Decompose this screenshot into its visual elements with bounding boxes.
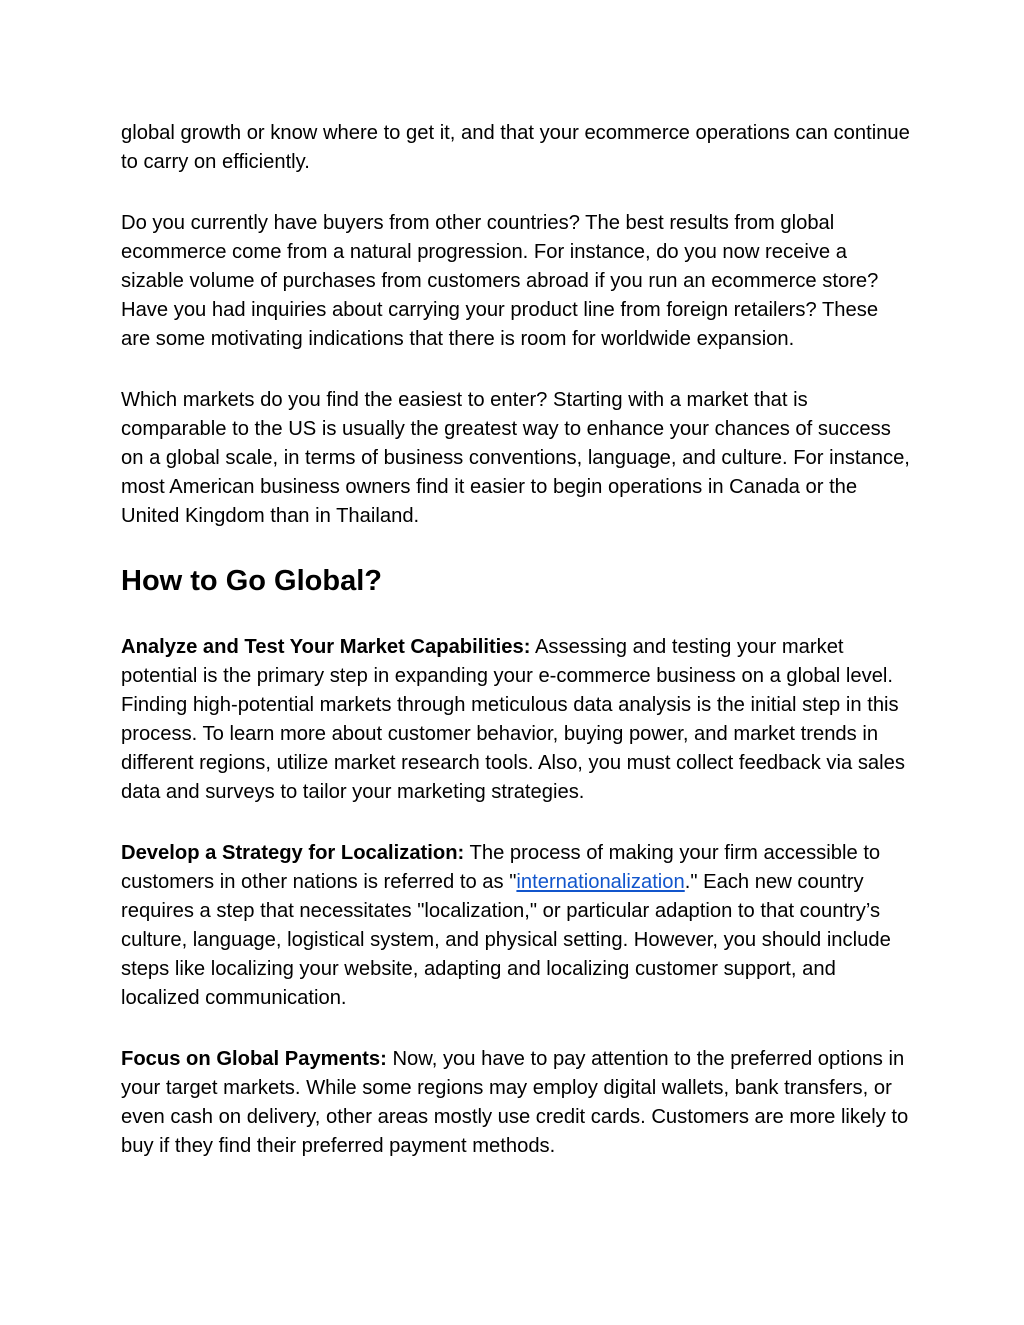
intro-paragraph-3: Which markets do you find the easiest to enter? Starting with a market that is comparable to the US is usually the greatest way to enhance your chances of success on a global scale, in terms of business conventions, language, and culture. For instance, most American business owners find it easier to begin operations in Canada or the United Kingdom than in Thailand. <box>121 389 910 527</box>
document-page <box>121 119 911 1161</box>
spacer <box>121 354 911 386</box>
item-body-after-link: ." Each new country requires a step that necessitates "localization," or particular adaption to that country’s culture, language, logistical system, and physical setting. However, you should include steps like localizing your website, adapting and localizing customer support, and localized communication. <box>121 871 891 1009</box>
spacer <box>121 177 911 209</box>
spacer <box>121 1013 911 1045</box>
spacer <box>121 531 911 563</box>
item-title: Develop a Strategy for Localization: <box>121 842 465 864</box>
item-localization-strategy <box>121 839 911 1013</box>
item-global-payments <box>121 1045 911 1161</box>
section-heading: How to Go Global? <box>121 565 382 597</box>
internationalization-link[interactable]: internationalization <box>516 871 685 893</box>
item-body-before-link: The process of making your firm accessible to customers in other nations is referred to as " <box>121 842 881 893</box>
item-body: Now, you have to pay attention to the preferred options in your target markets. While some regions may employ digital wallets, bank transfers, or even cash on delivery, other areas mostly use credit cards. Customers are more likely to buy if they find their preferred payment methods. <box>121 1048 909 1157</box>
item-title: Focus on Global Payments: <box>121 1048 387 1070</box>
intro-paragraph-2: Do you currently have buyers from other countries? The best results from global ecommerce come from a natural progression. For instance, do you now receive a sizable volume of purchases from customers abroad if you run an ecommerce store? Have you had inquiries about carrying your product line from foreign retailers? These are some motivating indications that there is room for worldwide expansion. <box>121 212 879 350</box>
item-title: Analyze and Test Your Market Capabilities: <box>121 636 531 658</box>
spacer <box>121 599 911 633</box>
spacer <box>121 807 911 839</box>
item-analyze-market <box>121 633 911 807</box>
item-body: Assessing and testing your market potential is the primary step in expanding your e-commerce business on a global level. Finding high-potential markets through meticulous data analysis is the initial step in this process. To learn more about customer behavior, buying power, and market trends in different regions, utilize market research tools. Also, you must collect feedback via sales data and surveys to tailor your marketing strategies. <box>121 636 905 803</box>
intro-paragraph-1: global growth or know where to get it, and that your ecommerce operations can continue to carry on efficiently. <box>121 122 910 173</box>
